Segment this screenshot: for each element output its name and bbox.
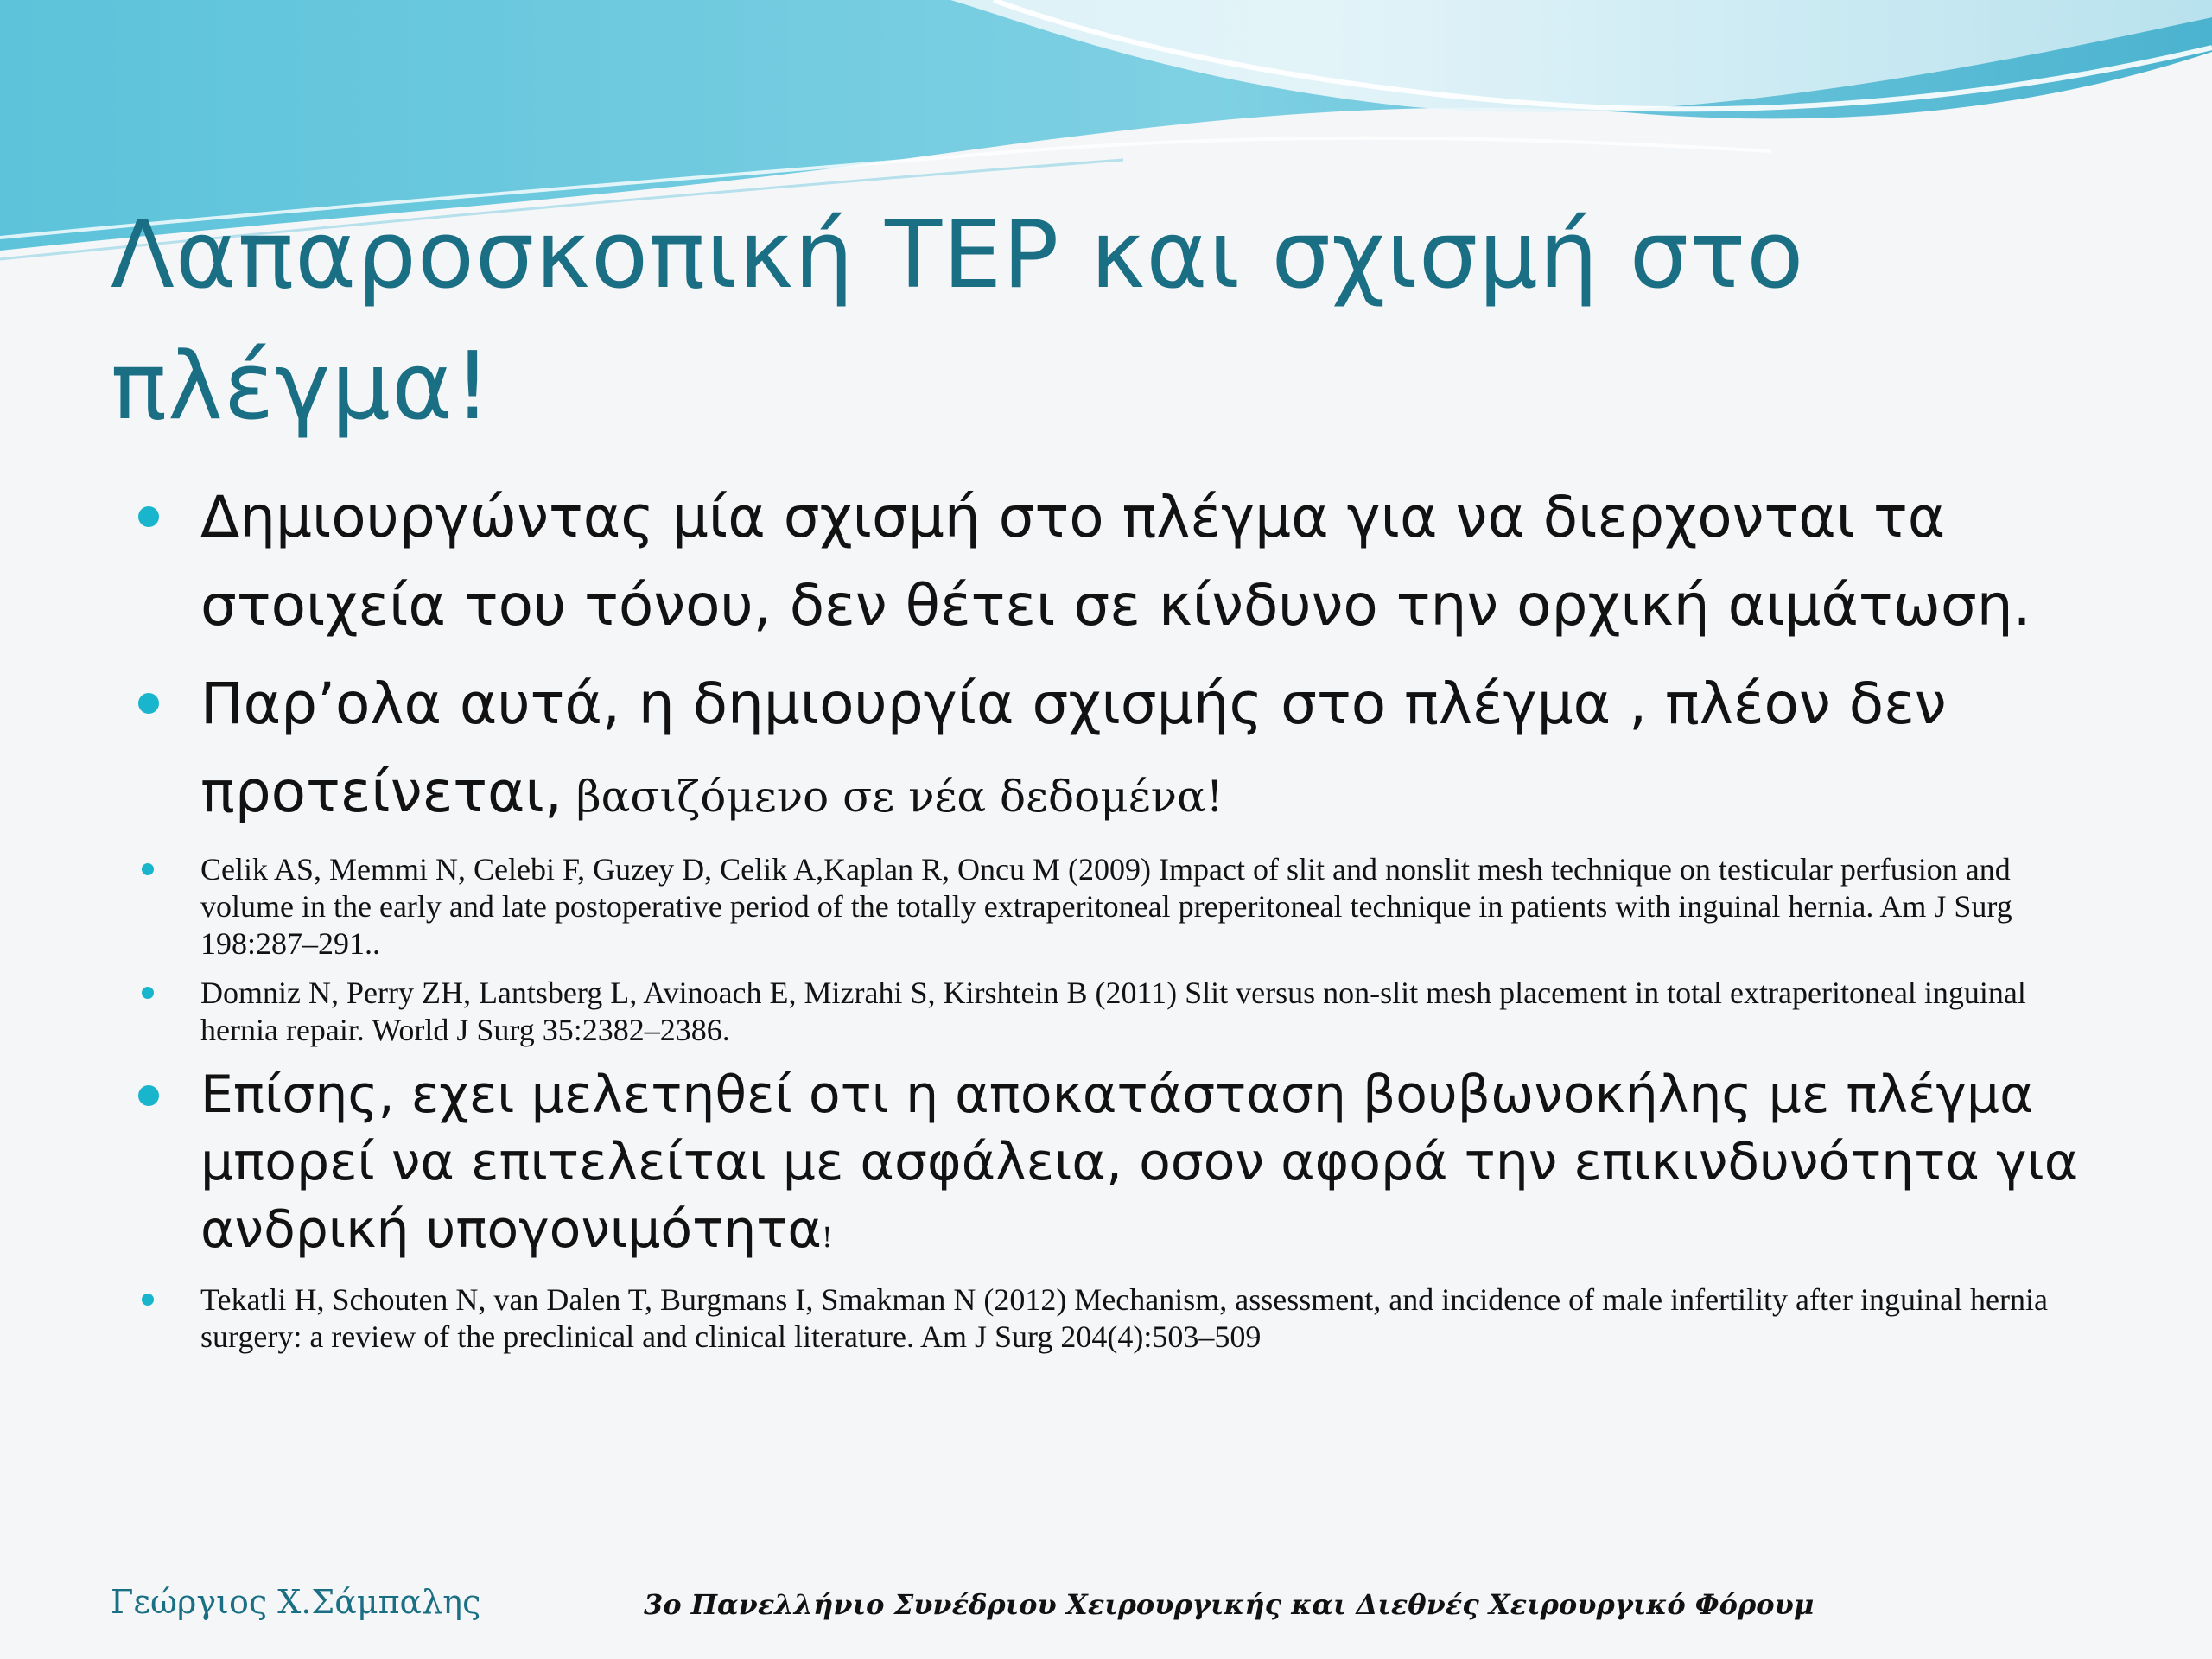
reference-item <box>138 851 2091 963</box>
bullet-dot-icon <box>142 1294 154 1306</box>
bullet-point-3 <box>138 1061 2091 1271</box>
bullet-point-3-text: Επίσης, εχει μελετηθεί οτι η αποκατάσταση βουβωνοκήλης με πλέγμα μπορεί να επιτελείται με ασφάλεια, οσον αφορά την επικινδυνότητα για ανδρική υπογονιμότητα <box>200 1065 2079 1260</box>
footer-conference: 3ο Πανελλήνιο Συνέδριου Χειρουργικής και Διεθνές Χειρουργικό Φόρουμ <box>644 1588 1815 1621</box>
reference-text: Celik AS, Memmi N, Celebi F, Guzey D, Celik A,Kaplan R, Oncu M (2009) Impact of slit and nonslit mesh technique on testicular perfusion and volume in the early and late postoperative period of the totally extraperitoneal preperitoneal technique in patients with inguinal hernia. Am J Surg 198:287–291.. <box>200 852 2012 961</box>
bullet-point-1-text: Δημιουργώντας μία σχισμή στο πλέγμα για να διερχονται τα στοιχεία του τόνου, δεν θέτει σε κίνδυνο την ορχική αιμάτωση. <box>200 484 2031 639</box>
bullet-point-2-text: Παρ’ολα αυτά, η δημιουργία σχισμής στο πλέγμα , πλέον δεν προτείνεται, <box>200 671 1947 825</box>
bullet-dot-icon <box>138 1085 159 1106</box>
reference-text: Tekatli H, Schouten N, van Dalen T, Burgmans I, Smakman N (2012) Mechanism, assessment, and incidence of male infertility after inguinal hernia surgery: a review of the preclinical and clinical literature. Am J Surg 204(4):503–509 <box>200 1282 2048 1354</box>
reference-text: Domniz N, Perry ZH, Lantsberg L, Avinoach E, Mizrahi S, Kirshtein B (2011) Slit versus non-slit mesh placement in total extraperitoneal inguinal hernia repair. World J Surg 35:2382–2386. <box>200 976 2026 1047</box>
footer-author: Γεώργιος Χ.Σάμπαλης <box>111 1583 481 1621</box>
bullet-point-2 <box>138 660 2091 841</box>
slide-content <box>138 474 2091 1368</box>
bullet-dot-icon <box>138 506 159 527</box>
slide-title <box>111 190 2098 453</box>
reference-item <box>138 975 2091 1049</box>
bullet-point-3-suffix: ! <box>821 1221 833 1254</box>
title-line-1: Λαπαροσκοπική TEP και σχισμή στο <box>111 201 1805 309</box>
bullet-point-2-suffix: βασιζόμενο σε νέα δεδομένα! <box>562 772 1224 822</box>
bullet-point-1 <box>138 474 2091 650</box>
reference-item <box>138 1281 2091 1356</box>
bullet-dot-icon <box>138 693 159 714</box>
title-line-2: πλέγμα! <box>111 333 493 441</box>
bullet-dot-icon <box>142 987 154 999</box>
bullet-dot-icon <box>142 863 154 875</box>
